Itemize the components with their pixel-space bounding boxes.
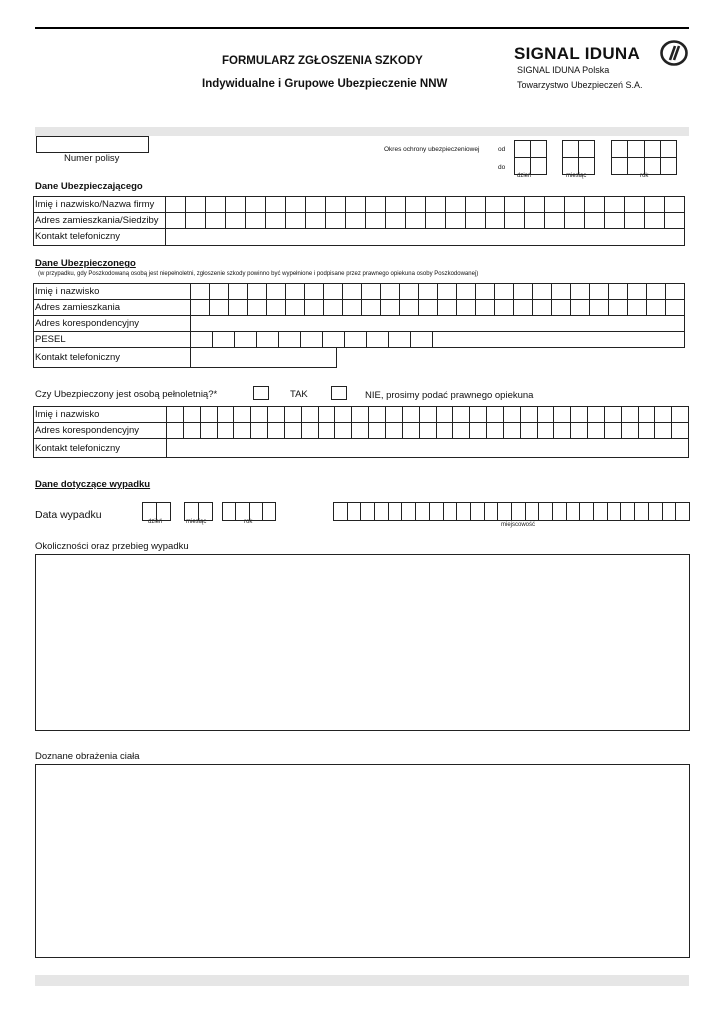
injuries-label: Doznane obrażenia ciała — [35, 751, 140, 762]
accident-date-label: Data wypadku — [35, 509, 102, 521]
accident-month-label: miesiąc — [186, 519, 207, 525]
guardian-phone-label: Kontakt telefoniczny — [35, 443, 121, 454]
policy-number-field[interactable] — [36, 136, 149, 153]
policyholder-name-label: Imię i nazwisko/Nazwa firmy — [35, 199, 155, 210]
insured-correspondence-row[interactable] — [33, 315, 685, 332]
brand-name: SIGNAL IDUNA — [514, 44, 641, 63]
policyholder-heading: Dane Ubezpieczającego — [35, 181, 143, 192]
adult-yes-checkbox[interactable] — [253, 386, 269, 400]
period-year-label: rok — [640, 173, 649, 179]
period-day-label: dzień — [517, 173, 532, 179]
insured-address-cells[interactable] — [190, 300, 684, 315]
insured-name-row[interactable] — [33, 283, 685, 300]
from-month-boxes[interactable] — [562, 140, 595, 158]
insured-pesel-row[interactable] — [33, 331, 685, 348]
insured-pesel-label: PESEL — [35, 334, 66, 345]
guardian-address-cells[interactable] — [166, 423, 688, 438]
brand-logo-icon — [660, 40, 688, 66]
insured-name-cells[interactable] — [190, 284, 684, 299]
from-year-boxes[interactable] — [611, 140, 677, 158]
guardian-address-label: Adres korespondencyjny — [35, 425, 140, 436]
guardian-name-cells[interactable] — [166, 407, 688, 422]
insured-correspondence-label: Adres korespondencyjny — [35, 318, 140, 329]
policyholder-phone-label: Kontakt telefoniczny — [35, 231, 121, 242]
policy-number-label: Numer polisy — [64, 153, 120, 164]
adult-question: Czy Ubezpieczony jest osobą pełnoletnią?* — [35, 389, 218, 400]
from-label: od — [498, 146, 506, 153]
accident-place-boxes[interactable] — [333, 502, 690, 521]
policyholder-address-label: Adres zamieszkania/Siedziby — [35, 215, 159, 226]
top-rule — [35, 27, 689, 29]
guardian-name-label: Imię i nazwisko — [35, 409, 100, 420]
policyholder-address-row[interactable] — [33, 212, 685, 229]
insured-phone-label: Kontakt telefoniczny — [35, 352, 121, 363]
guardian-name-row[interactable] — [33, 406, 689, 423]
adult-yes-label: TAK — [290, 389, 308, 400]
circumstances-label: Okoliczności oraz przebieg wypadku — [35, 541, 189, 552]
accident-place-label: miejscowość — [501, 522, 536, 528]
insured-note: (w przypadku, gdy Poszkodowaną osobą jest niepełnoletni, zgłoszenie szkody powinno być wypełnione i podpisane przez prawnego opiekuna osoby Poszkodowanej) — [38, 271, 479, 277]
company-line-1: SIGNAL IDUNA Polska — [517, 65, 610, 75]
adult-no-checkbox[interactable] — [331, 386, 347, 400]
adult-no-label: NIE, prosimy podać prawnego opiekuna — [365, 390, 534, 401]
form-subtitle: Indywidualne i Grupowe Ubezpieczenie NNW — [202, 78, 448, 90]
injuries-textarea[interactable] — [35, 764, 690, 958]
insured-heading: Dane Ubezpieczonego — [35, 258, 136, 269]
company-line-2: Towarzystwo Ubezpieczeń S.A. — [517, 80, 643, 90]
policyholder-address-cells[interactable] — [165, 213, 684, 228]
section-band — [35, 127, 689, 136]
accident-day-label: dzień — [148, 519, 163, 525]
policyholder-name-cells[interactable] — [165, 197, 684, 212]
policyholder-name-row[interactable] — [33, 196, 685, 213]
accident-heading: Dane dotyczące wypadku — [35, 479, 151, 490]
insured-pesel-cells[interactable] — [190, 332, 432, 347]
insured-name-label: Imię i nazwisko — [35, 286, 100, 297]
footer-band — [35, 975, 689, 986]
from-day-boxes[interactable] — [514, 140, 547, 158]
policyholder-phone-row[interactable] — [33, 228, 685, 246]
insured-phone-row[interactable] — [33, 347, 337, 368]
insured-address-label: Adres zamieszkania — [35, 302, 121, 313]
period-month-label: miesiąc — [566, 173, 587, 179]
accident-year-label: rok — [244, 519, 253, 525]
coverage-period-label: Okres ochrony ubezpieczeniowej — [384, 146, 480, 153]
guardian-phone-row[interactable] — [33, 438, 689, 458]
to-label: do — [498, 164, 506, 171]
form-title: FORMULARZ ZGŁOSZENIA SZKODY — [222, 55, 423, 67]
guardian-address-row[interactable] — [33, 422, 689, 439]
circumstances-textarea[interactable] — [35, 554, 690, 731]
insured-address-row[interactable] — [33, 299, 685, 316]
